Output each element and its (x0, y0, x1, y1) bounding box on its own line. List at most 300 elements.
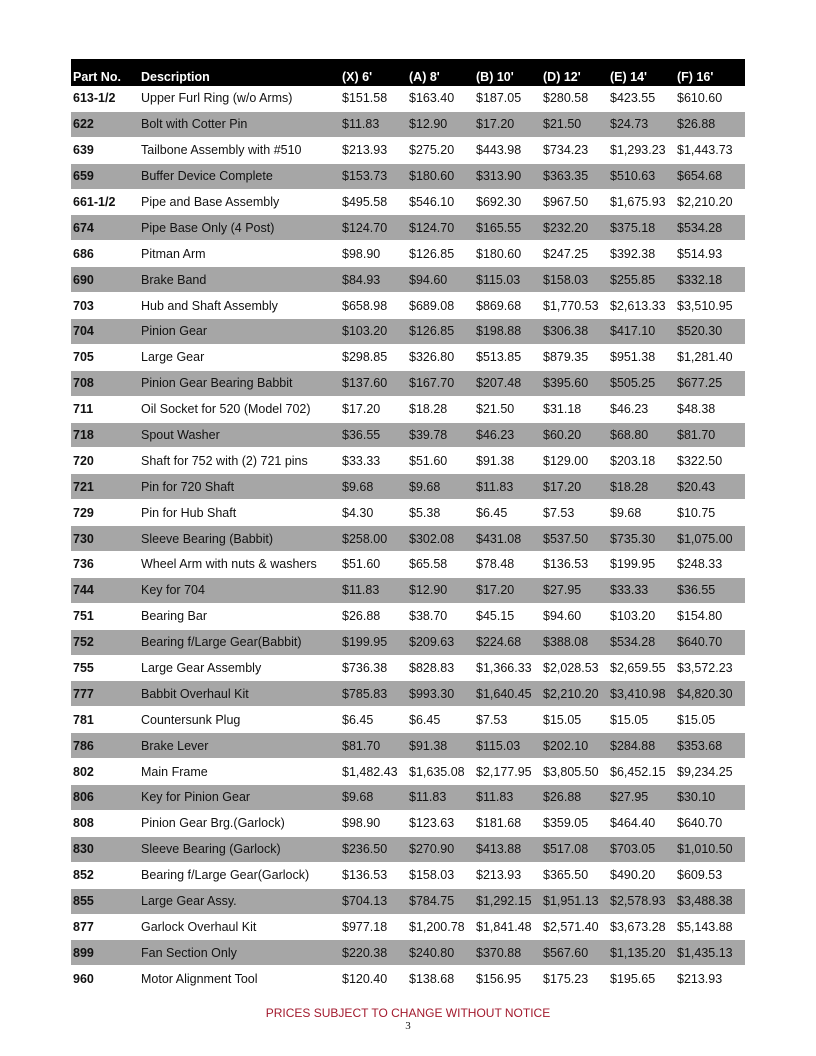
price-cell: $5.38 (407, 500, 474, 526)
price-cell: $734.23 (541, 137, 608, 163)
price-cell: $81.70 (340, 733, 407, 759)
description-cell: Motor Alignment Tool (139, 966, 340, 992)
price-cell: $464.40 (608, 810, 675, 836)
price-cell: $6.45 (340, 707, 407, 733)
part-number-cell: 686 (71, 241, 139, 267)
price-cell: $258.00 (340, 526, 407, 552)
table-row (71, 448, 745, 474)
price-cell: $365.50 (541, 862, 608, 888)
price-cell: $158.03 (541, 267, 608, 293)
table-row (71, 836, 745, 862)
price-cell: $33.33 (340, 448, 407, 474)
table-row (71, 293, 745, 319)
price-cell: $137.60 (340, 370, 407, 396)
price-cell: $967.50 (541, 189, 608, 215)
table-row (71, 966, 745, 992)
table-row (71, 577, 745, 603)
column-header: Part No. (71, 59, 139, 86)
price-cell: $138.68 (407, 966, 474, 992)
part-number-cell: 705 (71, 344, 139, 370)
description-cell: Shaft for 752 with (2) 721 pins (139, 448, 340, 474)
price-cell: $20.43 (675, 474, 745, 500)
price-cell: $18.28 (407, 396, 474, 422)
description-cell: Pipe and Base Assembly (139, 189, 340, 215)
price-cell: $828.83 (407, 655, 474, 681)
price-cell: $151.58 (340, 86, 407, 111)
price-cell: $7.53 (541, 500, 608, 526)
price-cell: $248.33 (675, 552, 745, 578)
price-cell: $3,805.50 (541, 759, 608, 785)
price-cell: $199.95 (340, 629, 407, 655)
price-cell: $15.05 (608, 707, 675, 733)
price-cell: $370.88 (474, 940, 541, 966)
price-cell: $640.70 (675, 810, 745, 836)
price-cell: $879.35 (541, 344, 608, 370)
price-cell: $124.70 (340, 215, 407, 241)
price-cell: $207.48 (474, 370, 541, 396)
table-row (71, 940, 745, 966)
price-cell: $126.85 (407, 241, 474, 267)
price-cell: $195.65 (608, 966, 675, 992)
price-cell: $4.30 (340, 500, 407, 526)
price-cell: $167.70 (407, 370, 474, 396)
price-cell: $395.60 (541, 370, 608, 396)
price-cell: $60.20 (541, 422, 608, 448)
price-cell: $165.55 (474, 215, 541, 241)
price-cell: $15.05 (675, 707, 745, 733)
price-cell: $11.83 (340, 111, 407, 137)
price-cell: $1,841.48 (474, 914, 541, 940)
price-cell: $735.30 (608, 526, 675, 552)
price-cell: $5,143.88 (675, 914, 745, 940)
price-cell: $36.55 (675, 577, 745, 603)
price-cell: $546.10 (407, 189, 474, 215)
part-number-cell: 806 (71, 785, 139, 811)
part-number-cell: 802 (71, 759, 139, 785)
price-cell: $784.75 (407, 888, 474, 914)
price-cell: $270.90 (407, 836, 474, 862)
column-header: (A) 8' (407, 59, 474, 86)
table-row (71, 396, 745, 422)
price-cell: $51.60 (407, 448, 474, 474)
price-cell: $213.93 (474, 862, 541, 888)
table-row (71, 86, 745, 111)
part-number-cell: 730 (71, 526, 139, 552)
part-number-cell: 736 (71, 552, 139, 578)
price-cell: $213.93 (340, 137, 407, 163)
description-cell: Tailbone Assembly with #510 (139, 137, 340, 163)
part-number-cell: 708 (71, 370, 139, 396)
price-cell: $3,673.28 (608, 914, 675, 940)
price-cell: $38.70 (407, 603, 474, 629)
description-cell: Upper Furl Ring (w/o Arms) (139, 86, 340, 111)
price-cell: $513.85 (474, 344, 541, 370)
price-cell: $567.60 (541, 940, 608, 966)
price-cell: $129.00 (541, 448, 608, 474)
price-cell: $11.83 (474, 785, 541, 811)
description-cell: Brake Band (139, 267, 340, 293)
price-cell: $423.55 (608, 86, 675, 111)
price-cell: $39.78 (407, 422, 474, 448)
price-cell: $175.23 (541, 966, 608, 992)
description-cell: Bearing f/Large Gear(Babbit) (139, 629, 340, 655)
description-cell: Bearing f/Large Gear(Garlock) (139, 862, 340, 888)
price-cell: $332.18 (675, 267, 745, 293)
price-cell: $951.38 (608, 344, 675, 370)
description-cell: Bearing Bar (139, 603, 340, 629)
price-cell: $534.28 (608, 629, 675, 655)
price-cell: $4,820.30 (675, 681, 745, 707)
part-number-cell: 622 (71, 111, 139, 137)
price-cell: $1,640.45 (474, 681, 541, 707)
price-cell: $203.18 (608, 448, 675, 474)
price-cell: $510.63 (608, 163, 675, 189)
price-cell: $1,770.53 (541, 293, 608, 319)
description-cell: Fan Section Only (139, 940, 340, 966)
part-number-cell: 808 (71, 810, 139, 836)
description-cell: Sleeve Bearing (Babbit) (139, 526, 340, 552)
page-number: 3 (405, 1020, 411, 1032)
price-cell: $120.40 (340, 966, 407, 992)
price-cell: $46.23 (608, 396, 675, 422)
price-cell: $26.88 (675, 111, 745, 137)
description-cell: Sleeve Bearing (Garlock) (139, 836, 340, 862)
price-cell: $359.05 (541, 810, 608, 836)
description-cell: Wheel Arm with nuts & washers (139, 552, 340, 578)
price-cell: $240.80 (407, 940, 474, 966)
price-cell: $115.03 (474, 733, 541, 759)
table-body (71, 86, 745, 992)
price-cell: $388.08 (541, 629, 608, 655)
table-row (71, 137, 745, 163)
price-cell: $1,293.23 (608, 137, 675, 163)
description-cell: Buffer Device Complete (139, 163, 340, 189)
table-row (71, 888, 745, 914)
price-cell: $21.50 (474, 396, 541, 422)
price-cell: $36.55 (340, 422, 407, 448)
description-cell: Pinion Gear (139, 319, 340, 345)
table-row (71, 422, 745, 448)
price-cell: $123.63 (407, 810, 474, 836)
price-cell: $3,572.23 (675, 655, 745, 681)
price-cell: $677.25 (675, 370, 745, 396)
price-cell: $689.08 (407, 293, 474, 319)
description-cell: Oil Socket for 520 (Model 702) (139, 396, 340, 422)
price-cell: $1,200.78 (407, 914, 474, 940)
price-cell: $3,488.38 (675, 888, 745, 914)
price-cell: $2,210.20 (675, 189, 745, 215)
price-cell: $78.48 (474, 552, 541, 578)
table-row (71, 655, 745, 681)
price-cell: $68.80 (608, 422, 675, 448)
price-cell: $306.38 (541, 319, 608, 345)
price-cell: $6,452.15 (608, 759, 675, 785)
part-number-cell: 704 (71, 319, 139, 345)
price-cell: $692.30 (474, 189, 541, 215)
description-cell: Pin for 720 Shaft (139, 474, 340, 500)
part-number-cell: 703 (71, 293, 139, 319)
price-cell: $84.93 (340, 267, 407, 293)
part-number-cell: 639 (71, 137, 139, 163)
column-header: Description (139, 59, 340, 86)
part-number-cell: 751 (71, 603, 139, 629)
price-cell: $2,659.55 (608, 655, 675, 681)
part-number-cell: 720 (71, 448, 139, 474)
table-row (71, 111, 745, 137)
price-cell: $98.90 (340, 241, 407, 267)
price-cell: $180.60 (474, 241, 541, 267)
price-cell: $12.90 (407, 577, 474, 603)
price-cell: $115.03 (474, 267, 541, 293)
price-cell: $1,366.33 (474, 655, 541, 681)
price-cell: $30.10 (675, 785, 745, 811)
price-cell: $9.68 (407, 474, 474, 500)
price-cell: $977.18 (340, 914, 407, 940)
parts-price-table (71, 59, 745, 992)
price-cell: $2,613.33 (608, 293, 675, 319)
price-cell: $298.85 (340, 344, 407, 370)
price-cell: $11.83 (474, 474, 541, 500)
table-row (71, 552, 745, 578)
price-cell: $180.60 (407, 163, 474, 189)
part-number-cell: 690 (71, 267, 139, 293)
price-cell: $2,210.20 (541, 681, 608, 707)
price-cell: $431.08 (474, 526, 541, 552)
price-cell: $255.85 (608, 267, 675, 293)
column-header: (E) 14' (608, 59, 675, 86)
price-cell: $181.68 (474, 810, 541, 836)
price-cell: $103.20 (340, 319, 407, 345)
part-number-cell: 781 (71, 707, 139, 733)
price-cell: $17.20 (474, 111, 541, 137)
price-cell: $12.90 (407, 111, 474, 137)
part-number-cell: 721 (71, 474, 139, 500)
price-cell: $124.70 (407, 215, 474, 241)
part-number-cell: 960 (71, 966, 139, 992)
description-cell: Large Gear Assembly (139, 655, 340, 681)
table-row (71, 215, 745, 241)
price-cell: $27.95 (541, 577, 608, 603)
description-cell: Pin for Hub Shaft (139, 500, 340, 526)
description-cell: Pinion Gear Bearing Babbit (139, 370, 340, 396)
table-row (71, 344, 745, 370)
price-cell: $26.88 (541, 785, 608, 811)
price-cell: $17.20 (474, 577, 541, 603)
description-cell: Bolt with Cotter Pin (139, 111, 340, 137)
part-number-cell: 852 (71, 862, 139, 888)
price-cell: $126.85 (407, 319, 474, 345)
price-cell: $275.20 (407, 137, 474, 163)
table-row (71, 707, 745, 733)
price-cell: $1,292.15 (474, 888, 541, 914)
price-cell: $154.80 (675, 603, 745, 629)
price-cell: $153.73 (340, 163, 407, 189)
price-notice: PRICES SUBJECT TO CHANGE WITHOUT NOTICE (265, 1006, 551, 1020)
price-cell: $9.68 (340, 474, 407, 500)
price-cell: $537.50 (541, 526, 608, 552)
price-cell: $103.20 (608, 603, 675, 629)
price-cell: $9.68 (340, 785, 407, 811)
price-cell: $51.60 (340, 552, 407, 578)
price-cell: $1,281.40 (675, 344, 745, 370)
price-cell: $704.13 (340, 888, 407, 914)
price-cell: $156.95 (474, 966, 541, 992)
part-number-cell: 786 (71, 733, 139, 759)
description-cell: Pinion Gear Brg.(Garlock) (139, 810, 340, 836)
price-cell: $224.68 (474, 629, 541, 655)
price-cell: $353.68 (675, 733, 745, 759)
description-cell: Pipe Base Only (4 Post) (139, 215, 340, 241)
description-cell: Large Gear Assy. (139, 888, 340, 914)
header-row (71, 59, 745, 86)
price-cell: $48.38 (675, 396, 745, 422)
price-cell: $45.15 (474, 603, 541, 629)
part-number-cell: 855 (71, 888, 139, 914)
price-cell: $313.90 (474, 163, 541, 189)
price-cell: $18.28 (608, 474, 675, 500)
table-row (71, 759, 745, 785)
price-cell: $94.60 (541, 603, 608, 629)
price-cell: $375.18 (608, 215, 675, 241)
price-cell: $91.38 (474, 448, 541, 474)
description-cell: Spout Washer (139, 422, 340, 448)
price-cell: $280.58 (541, 86, 608, 111)
price-cell: $15.05 (541, 707, 608, 733)
price-cell: $94.60 (407, 267, 474, 293)
price-cell: $610.60 (675, 86, 745, 111)
price-cell: $1,435.13 (675, 940, 745, 966)
price-cell: $302.08 (407, 526, 474, 552)
description-cell: Large Gear (139, 344, 340, 370)
part-number-cell: 777 (71, 681, 139, 707)
description-cell: Key for 704 (139, 577, 340, 603)
price-cell: $490.20 (608, 862, 675, 888)
price-cell: $417.10 (608, 319, 675, 345)
table-row (71, 370, 745, 396)
column-header: (F) 16' (675, 59, 745, 86)
price-cell: $534.28 (675, 215, 745, 241)
price-cell: $202.10 (541, 733, 608, 759)
table-row (71, 319, 745, 345)
column-header: (X) 6' (340, 59, 407, 86)
part-number-cell: 729 (71, 500, 139, 526)
price-cell: $7.53 (474, 707, 541, 733)
table-header (71, 59, 745, 86)
price-cell: $163.40 (407, 86, 474, 111)
description-cell: Hub and Shaft Assembly (139, 293, 340, 319)
table-row (71, 785, 745, 811)
price-cell: $26.88 (340, 603, 407, 629)
part-number-cell: 718 (71, 422, 139, 448)
price-cell: $1,951.13 (541, 888, 608, 914)
price-cell: $703.05 (608, 836, 675, 862)
description-cell: Main Frame (139, 759, 340, 785)
price-cell: $443.98 (474, 137, 541, 163)
table-row (71, 474, 745, 500)
column-header: (D) 12' (541, 59, 608, 86)
price-cell: $199.95 (608, 552, 675, 578)
price-cell: $24.73 (608, 111, 675, 137)
part-number-cell: 661-1/2 (71, 189, 139, 215)
table-row (71, 733, 745, 759)
price-cell: $3,410.98 (608, 681, 675, 707)
part-number-cell: 711 (71, 396, 139, 422)
part-number-cell: 674 (71, 215, 139, 241)
price-cell: $220.38 (340, 940, 407, 966)
table-row (71, 914, 745, 940)
price-cell: $640.70 (675, 629, 745, 655)
price-cell: $2,028.53 (541, 655, 608, 681)
price-cell: $91.38 (407, 733, 474, 759)
description-cell: Key for Pinion Gear (139, 785, 340, 811)
price-cell: $514.93 (675, 241, 745, 267)
price-cell: $33.33 (608, 577, 675, 603)
price-cell: $2,571.40 (541, 914, 608, 940)
price-cell: $6.45 (407, 707, 474, 733)
price-cell: $65.58 (407, 552, 474, 578)
price-cell: $31.18 (541, 396, 608, 422)
price-cell: $1,443.73 (675, 137, 745, 163)
table-row (71, 241, 745, 267)
price-cell: $520.30 (675, 319, 745, 345)
price-cell: $136.53 (340, 862, 407, 888)
price-cell: $326.80 (407, 344, 474, 370)
price-cell: $517.08 (541, 836, 608, 862)
description-cell: Brake Lever (139, 733, 340, 759)
price-cell: $136.53 (541, 552, 608, 578)
price-cell: $81.70 (675, 422, 745, 448)
price-cell: $1,075.00 (675, 526, 745, 552)
table-row (71, 810, 745, 836)
price-cell: $785.83 (340, 681, 407, 707)
price-cell: $284.88 (608, 733, 675, 759)
price-cell: $505.25 (608, 370, 675, 396)
table-row (71, 862, 745, 888)
price-cell: $2,578.93 (608, 888, 675, 914)
price-cell: $609.53 (675, 862, 745, 888)
price-cell: $363.35 (541, 163, 608, 189)
price-cell: $17.20 (340, 396, 407, 422)
table-row (71, 681, 745, 707)
price-cell: $209.63 (407, 629, 474, 655)
price-cell: $1,482.43 (340, 759, 407, 785)
part-number-cell: 752 (71, 629, 139, 655)
column-header: (B) 10' (474, 59, 541, 86)
price-cell: $232.20 (541, 215, 608, 241)
table-row (71, 500, 745, 526)
part-number-cell: 830 (71, 836, 139, 862)
price-cell: $1,135.20 (608, 940, 675, 966)
table-row (71, 189, 745, 215)
price-cell: $1,010.50 (675, 836, 745, 862)
price-cell: $11.83 (340, 577, 407, 603)
price-cell: $9,234.25 (675, 759, 745, 785)
description-cell: Garlock Overhaul Kit (139, 914, 340, 940)
price-cell: $21.50 (541, 111, 608, 137)
part-number-cell: 755 (71, 655, 139, 681)
table-row (71, 526, 745, 552)
price-cell: $10.75 (675, 500, 745, 526)
part-number-cell: 899 (71, 940, 139, 966)
price-cell: $213.93 (675, 966, 745, 992)
price-cell: $3,510.95 (675, 293, 745, 319)
price-cell: $11.83 (407, 785, 474, 811)
price-cell: $392.38 (608, 241, 675, 267)
description-cell: Babbit Overhaul Kit (139, 681, 340, 707)
price-cell: $2,177.95 (474, 759, 541, 785)
description-cell: Pitman Arm (139, 241, 340, 267)
price-cell: $654.68 (675, 163, 745, 189)
